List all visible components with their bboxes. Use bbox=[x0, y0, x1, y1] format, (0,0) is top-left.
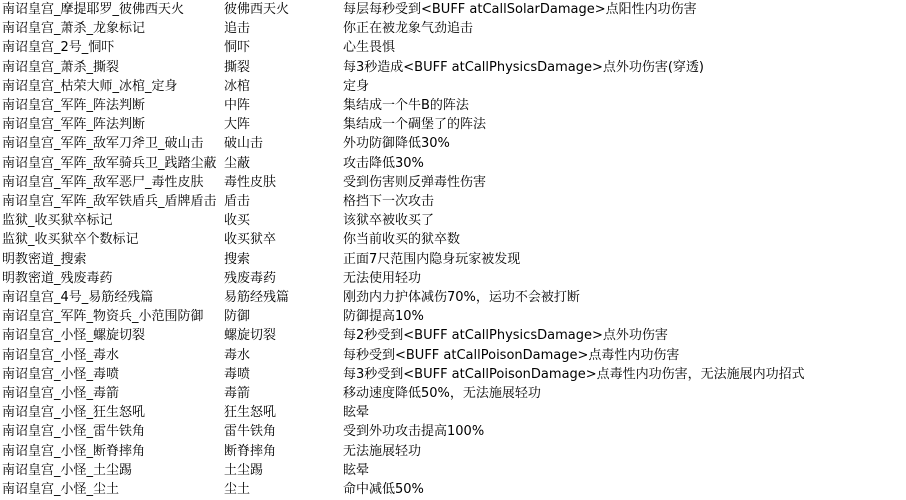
buff-name: 明教密道_搜索 bbox=[2, 251, 87, 267]
buff-short-name: 毒箭 bbox=[224, 386, 251, 401]
buff-description: 每2秒受到<BUFF atCallPhysicsDamage>点外功伤害 bbox=[343, 328, 668, 344]
buff-description: 每3秒造成<BUFF atCallPhysicsDamage>点外功伤害(穿透) bbox=[343, 59, 704, 75]
buff-description: 该狱卒被收买了 bbox=[343, 213, 435, 229]
buff-description: 眩晕 bbox=[343, 405, 370, 421]
buff-name: 南诏皇宫_军阵_敌军铁盾兵_盾牌盾击 bbox=[2, 194, 217, 209]
buff-description: 防御提高10% bbox=[343, 309, 424, 325]
buff-short-name: 尘土 bbox=[224, 482, 251, 497]
buff-short-name: 收买 bbox=[224, 213, 251, 229]
buff-description: 格挡下一次攻击 bbox=[343, 194, 435, 209]
buff-name: 南诏皇宫_萧杀_龙象标记 bbox=[2, 21, 146, 37]
buff-name: 南诏皇宫_小怪_尘土 bbox=[2, 482, 120, 497]
buff-name: 南诏皇宫_军阵_阵法判断 bbox=[2, 98, 146, 113]
buff-description: 你当前收买的狱卒数 bbox=[343, 232, 461, 248]
buff-name: 南诏皇宫_4号_易筋经残篇 bbox=[2, 290, 154, 305]
buff-description: 定身 bbox=[343, 78, 370, 94]
buff-description: 心生畏惧 bbox=[343, 40, 396, 56]
buff-description: 移动速度降低50%，无法施展轻功 bbox=[343, 386, 541, 401]
buff-short-name: 毒水 bbox=[224, 347, 251, 363]
buff-short-name: 残废毒药 bbox=[224, 270, 277, 286]
buff-name: 南诏皇宫_军阵_阵法判断 bbox=[2, 117, 146, 133]
buff-short-name: 破山击 bbox=[224, 136, 264, 152]
buff-short-name: 土尘踢 bbox=[224, 462, 264, 478]
buff-description: 无法施展轻功 bbox=[343, 443, 422, 459]
buff-description: 每层每秒受到<BUFF atCallSolarDamage>点阳性内功伤害 bbox=[343, 2, 697, 17]
buff-name: 监狱_收买狱卒个数标记 bbox=[2, 232, 139, 248]
buff-short-name: 搜索 bbox=[224, 251, 251, 267]
buff-short-name: 狂生怒吼 bbox=[224, 405, 277, 421]
buff-short-name: 追击 bbox=[224, 21, 251, 37]
buff-description: 每3秒受到<BUFF atCallPoisonDamage>点毒性内功伤害，无法施展内功招式 bbox=[343, 366, 805, 382]
buff-name: 南诏皇宫_军阵_敌军骑兵卫_践踏尘蔽 bbox=[2, 155, 217, 171]
buff-description: 无法使用轻功 bbox=[343, 270, 422, 286]
buff-short-name: 冰棺 bbox=[224, 78, 251, 94]
buff-name: 南诏皇宫_小怪_土尘踢 bbox=[2, 462, 133, 478]
buff-name: 监狱_收买狱卒标记 bbox=[2, 213, 113, 229]
buff-description: 受到伤害则反弹毒性伤害 bbox=[343, 174, 487, 190]
buff-name: 南诏皇宫_军阵_物资兵_小范围防御 bbox=[2, 309, 204, 325]
buff-description: 集结成一个碉堡了的阵法 bbox=[343, 117, 487, 133]
buff-short-name: 毒性皮肤 bbox=[224, 174, 277, 190]
buff-name: 南诏皇宫_萧杀_撕裂 bbox=[2, 59, 120, 75]
buff-name: 明教密道_残废毒药 bbox=[2, 270, 113, 286]
buff-name: 南诏皇宫_军阵_敌军恶尸_毒性皮肤 bbox=[2, 174, 204, 190]
buff-name: 南诏皇宫_2号_恫吓 bbox=[2, 40, 115, 56]
buff-short-name: 毒喷 bbox=[224, 366, 251, 382]
buff-short-name: 彼佛西天火 bbox=[224, 2, 290, 17]
buff-name: 南诏皇宫_小怪_断脊摔角 bbox=[2, 443, 146, 459]
buff-description: 正面7尺范围内隐身玩家被发现 bbox=[343, 251, 521, 267]
buff-description: 眩晕 bbox=[343, 462, 370, 478]
buff-short-name: 收买狱卒 bbox=[224, 232, 277, 248]
buff-name: 南诏皇宫_小怪_狂生怒吼 bbox=[2, 405, 146, 421]
buff-short-name: 尘蔽 bbox=[224, 155, 251, 171]
buff-short-name: 恫吓 bbox=[224, 40, 251, 56]
buff-short-name: 断脊摔角 bbox=[224, 443, 277, 459]
buff-name: 南诏皇宫_小怪_螺旋切裂 bbox=[2, 328, 146, 344]
buff-description: 外功防御降低30% bbox=[343, 136, 450, 152]
buff-description: 每秒受到<BUFF atCallPoisonDamage>点毒性内功伤害 bbox=[343, 347, 680, 363]
buff-description: 命中减低50% bbox=[343, 482, 424, 497]
buff-short-name: 螺旋切裂 bbox=[224, 328, 277, 344]
buff-description: 受到外功攻击提高100% bbox=[343, 424, 485, 440]
buff-short-name: 防御 bbox=[224, 309, 251, 325]
buff-name: 南诏皇宫_摩提耶罗_彼佛西天火 bbox=[2, 2, 185, 17]
buff-name: 南诏皇宫_小怪_毒水 bbox=[2, 347, 120, 363]
buff-short-name: 大阵 bbox=[224, 117, 251, 133]
buff-name: 南诏皇宫_枯荣大师_冰棺_定身 bbox=[2, 78, 178, 94]
buff-name: 南诏皇宫_小怪_雷牛铁角 bbox=[2, 424, 146, 440]
buff-description: 集结成一个牛B的阵法 bbox=[343, 98, 469, 113]
buff-description: 你正在被龙象气劲追击 bbox=[343, 21, 474, 37]
buff-short-name: 易筋经残篇 bbox=[224, 290, 290, 305]
buff-short-name: 撕裂 bbox=[224, 59, 251, 75]
buff-description: 刚劲内力护体减伤70%，运功不会被打断 bbox=[343, 290, 580, 305]
buff-short-name: 雷牛铁角 bbox=[224, 424, 277, 440]
buff-name: 南诏皇宫_小怪_毒喷 bbox=[2, 366, 120, 382]
buff-name: 南诏皇宫_小怪_毒箭 bbox=[2, 386, 120, 401]
buff-short-name: 盾击 bbox=[224, 194, 251, 209]
buff-name: 南诏皇宫_军阵_敌军刀斧卫_破山击 bbox=[2, 136, 204, 152]
buff-description: 攻击降低30% bbox=[343, 155, 424, 171]
buff-short-name: 中阵 bbox=[224, 98, 251, 113]
